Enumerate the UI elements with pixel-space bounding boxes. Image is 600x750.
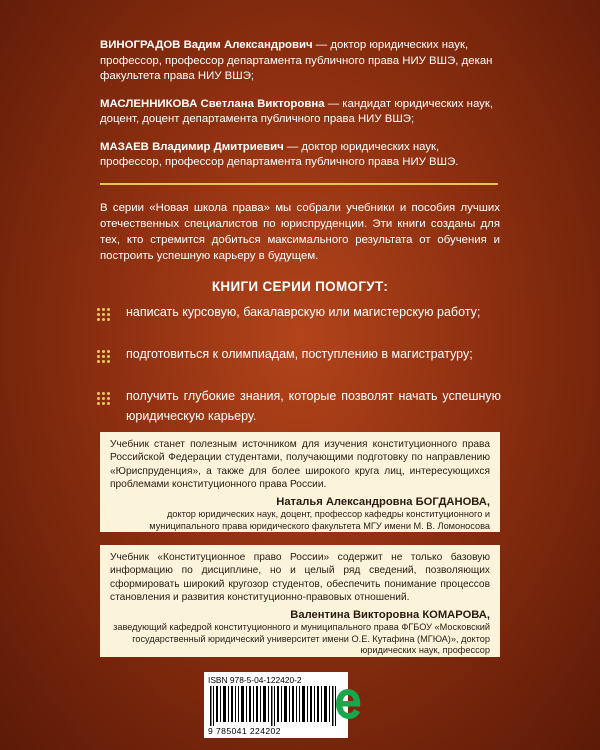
review-text: Учебник станет полезным источником для изучения конституционного права Российской Федерации студентами, получающими подготовку по направлению «Юриспруденция», а также для более широкого круга лиц, интересующихся проблемами конституционного права России. — [110, 439, 490, 491]
benefit-item: получить глубокие знания, которые позволят начать успешную юридическую карьеру. — [126, 389, 501, 423]
review-author: Валентина Викторовна КОМАРОВА, — [290, 608, 490, 621]
review-text: Учебник «Конституционное право России» содержит не только базовую информацию по дисциплине, но и целый ряд сведений, позволяющих сформировать широкий кругозор студентов, обеспечить понимание процессов становления и развития конституционно-правовых отношений. — [110, 552, 490, 604]
review-author-role: заведующий кафедрой конституционного и муниципального права ФГБОУ «Московский государственный юридический университет имени О.Е. Кутафина (МГЮА)», доктор юридических наук, профессор — [113, 622, 490, 656]
author-entry: МАЗАЕВ Владимир Дмитриевич — доктор юридических наук, профессор, профессор департамента публичного права НИУ ВШЭ. — [100, 140, 459, 168]
review-author: Наталья Александровна БОГДАНОВА, — [276, 495, 490, 508]
benefit-item: подготовиться к олимпиадам, поступлению в магистратуру; — [126, 347, 473, 361]
author-entry: МАСЛЕННИКОВА Светлана Викторовна — кандидат юридических наук, доцент, доцент департамента публичного права НИУ ВШЭ; — [100, 97, 494, 125]
bullet-dots-icon — [97, 392, 113, 406]
eksmo-logo-icon — [333, 686, 363, 722]
isbn-text: ISBN 978-5-04-122420-2 — [208, 675, 302, 685]
review-box — [100, 545, 500, 657]
bullet-dots-icon — [97, 350, 113, 364]
review-box — [100, 432, 500, 532]
authors-block — [100, 38, 500, 183]
series-intro: В серии «Новая школа права» мы собрали учебники и пособия лучших отечественных специалистов по юриспруденции. Эти книги созданы для тех, кто стремится добиться максимального результата от обучения и построить успешную карьеру в будущем. — [100, 202, 500, 262]
barcode-label — [204, 672, 348, 738]
review-author-role: доктор юридических наук, доцент, профессор кафедры конституционного и муниципального права юридического факультета МГУ имени М. В. Ломоносова — [149, 509, 490, 531]
author-entry: ВИНОГРАДОВ Вадим Александрович — доктор юридических наук, профессор, профессор департамента публичного права НИУ ВШЭ, декан факультета права НИУ ВШЭ; — [100, 39, 493, 82]
series-heading: КНИГИ СЕРИИ ПОМОГУТ: — [211, 279, 389, 294]
gold-divider — [100, 183, 498, 185]
barcode-digits: 9 785041 224202 — [208, 726, 281, 736]
barcode-icon — [210, 686, 342, 726]
bullet-dots-icon — [97, 308, 113, 322]
benefit-item: написать курсовую, бакалаврскую или магистерскую работу; — [126, 305, 481, 319]
